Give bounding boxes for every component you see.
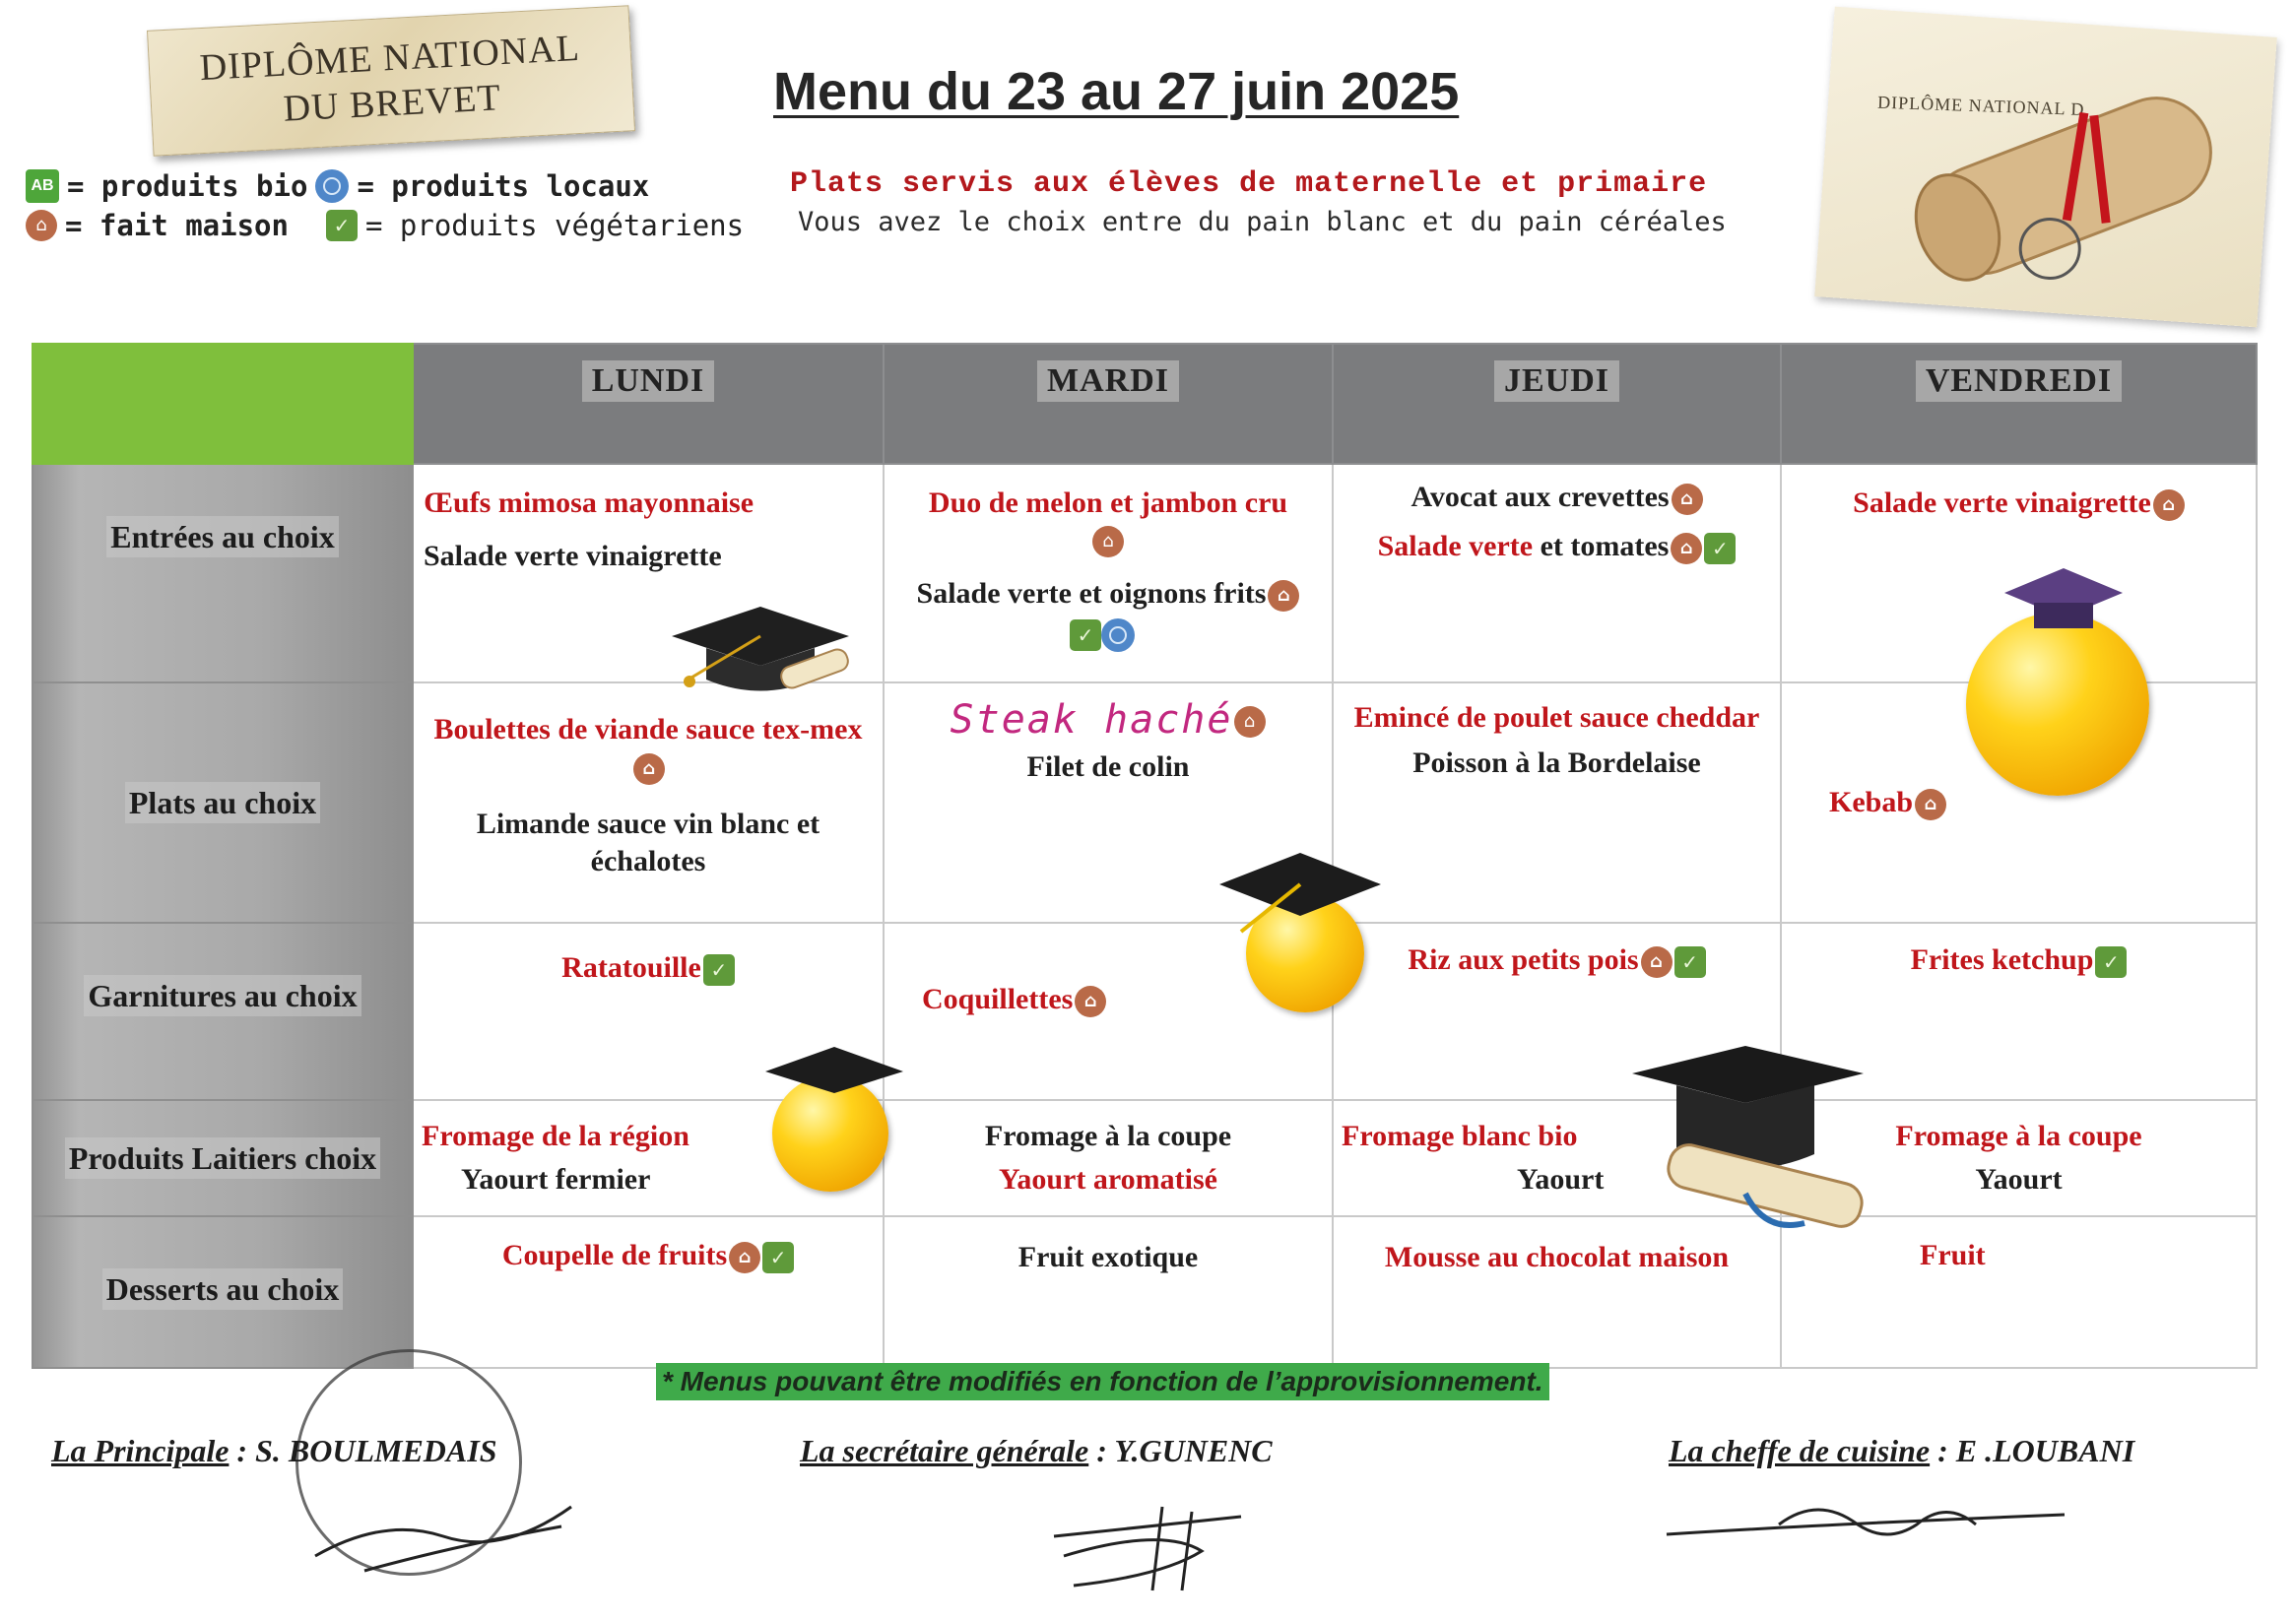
chef-name: : E .LOUBANI [1930, 1433, 2135, 1468]
dish: Fromage à la coupe [984, 1120, 1232, 1152]
homemade-icon [1915, 789, 1946, 820]
brevet-banner [147, 5, 635, 156]
cell-entrees-mardi [884, 464, 1333, 682]
homemade-icon [26, 210, 57, 241]
cell-laitiers-mardi [884, 1100, 1333, 1216]
vegetarian-icon [326, 210, 358, 241]
dish: Boulettes de viande sauce tex-mex [433, 713, 863, 746]
signature-icon [305, 1477, 581, 1586]
signature-icon [1661, 1485, 2074, 1554]
signature-chef [1669, 1433, 2134, 1469]
dish: Kebab [1829, 786, 1914, 818]
homemade-icon [2153, 489, 2185, 521]
dish-handwritten: Steak haché [950, 697, 1233, 743]
dish: Yaourt fermier [461, 1163, 651, 1196]
banner-line-1: DIPLÔME NATIONAL [198, 27, 581, 90]
vegetarian-icon [1704, 533, 1736, 564]
vegetarian-icon [1070, 619, 1101, 651]
row-label-entrees: Entrées au choix [33, 464, 413, 682]
dish: et tomates [1540, 530, 1670, 562]
dish: Salade verte et oignons frits [916, 577, 1267, 610]
row-desserts [33, 1216, 2257, 1368]
header-corner [33, 344, 413, 464]
page-title: Menu du 23 au 27 juin 2025 [773, 62, 1460, 121]
info-line-2: Vous avez le choix entre du pain blanc et du pain céréales [798, 207, 1727, 237]
graduation-cap-icon [662, 599, 859, 707]
secretary-name: : Y.GUNENC [1088, 1433, 1273, 1468]
row-label-laitiers: Produits Laitiers choix [33, 1100, 413, 1216]
cell-plats-jeudi [1333, 682, 1781, 923]
day-label: LUNDI [582, 360, 715, 402]
graduation-cap-icon [2000, 563, 2128, 642]
dish: Ratatouille [561, 951, 701, 984]
local-icon [315, 169, 349, 203]
graduation-cap-icon [1212, 845, 1389, 934]
day-header-lundi [413, 344, 884, 464]
row-label-desserts: Desserts au choix [33, 1216, 413, 1368]
secretary-role: La secrétaire générale [800, 1433, 1089, 1468]
vegetarian-icon [2095, 946, 2127, 978]
graduation-cap-icon [1627, 1046, 1873, 1233]
dish: Mousse au chocolat maison [1384, 1241, 1730, 1273]
dish: Yaourt [1975, 1163, 2063, 1196]
row-label-plats: Plats au choix [33, 682, 413, 923]
principal-role: La Principale [51, 1433, 230, 1468]
dish: Filet de colin [1026, 750, 1190, 783]
homemade-icon [1268, 580, 1299, 612]
homemade-icon [729, 1242, 760, 1273]
dish: Yaourt aromatisé [999, 1163, 1217, 1196]
local-icon [1101, 618, 1135, 652]
signature-icon [1044, 1497, 1280, 1595]
cell-entrees-jeudi [1333, 464, 1781, 682]
dish: Frites ketchup [1910, 943, 2094, 976]
day-header-row [33, 344, 2257, 464]
vegetarian-icon [1674, 946, 1706, 978]
day-header-vendredi [1781, 344, 2257, 464]
diploma-scroll-icon [1814, 7, 2276, 328]
signature-principal [51, 1433, 496, 1469]
dish: Fromage à la coupe [1895, 1120, 2142, 1152]
legend-line-2 [26, 209, 744, 242]
vegetarian-icon [762, 1242, 794, 1273]
cell-desserts-jeudi [1333, 1216, 1781, 1368]
dish: Fruit exotique [1017, 1241, 1199, 1273]
row-garnitures [33, 923, 2257, 1100]
dish: Duo de melon et jambon cru [928, 486, 1288, 519]
bio-icon: AB [26, 169, 59, 203]
banner-line-2: DU BREVET [282, 77, 502, 130]
dish: Œufs mimosa mayonnaise [424, 486, 754, 519]
day-header-jeudi [1333, 344, 1781, 464]
row-laitiers [33, 1100, 2257, 1216]
dish: Fromage blanc bio [1342, 1120, 1578, 1152]
cell-plats-lundi [413, 682, 884, 923]
homemade-icon [1672, 484, 1703, 515]
row-label-garnitures: Garnitures au choix [33, 923, 413, 1100]
signature-secretary [800, 1433, 1273, 1469]
menu-table [32, 343, 2258, 1369]
info-line-1: Plats servis aux élèves de maternelle et primaire [790, 167, 1708, 201]
dish: Poisson à la Bordelaise [1412, 746, 1701, 779]
legend-home: = fait maison [65, 209, 289, 242]
vegetarian-icon [703, 954, 735, 986]
day-header-mardi [884, 344, 1333, 464]
dish: Riz aux petits pois [1408, 943, 1639, 976]
homemade-icon [1641, 946, 1673, 978]
dish: Yaourt [1517, 1163, 1605, 1196]
supply-note: * Menus pouvant être modifiés en fonction de l’approvisionnement. [656, 1363, 1549, 1400]
dish: Avocat aux crevettes [1410, 481, 1670, 513]
graduation-cap-icon [760, 1042, 908, 1111]
homemade-icon [1075, 986, 1106, 1017]
homemade-icon [1234, 706, 1266, 738]
day-label: MARDI [1037, 360, 1179, 402]
dish: Fromage de la région [422, 1120, 689, 1152]
dish: Coquillettes [922, 983, 1074, 1015]
legend-veg: = produits végétariens [364, 209, 745, 242]
day-label: JEUDI [1494, 360, 1619, 402]
dish: Coupelle de fruits [501, 1239, 728, 1271]
dish: Salade verte vinaigrette [424, 540, 722, 572]
homemade-icon [1671, 533, 1702, 564]
legend-local: = produits locaux [357, 169, 650, 203]
homemade-icon [1092, 526, 1124, 557]
cell-desserts-vendredi [1781, 1216, 2257, 1368]
dish: Salade verte [1377, 530, 1534, 562]
dish: Fruit [1920, 1239, 1986, 1271]
legend-line-1 [26, 169, 649, 203]
row-plats [33, 682, 2257, 923]
dish: Limande sauce vin blanc et échalotes [476, 808, 820, 877]
diploma-image [1814, 7, 2276, 328]
homemade-icon [633, 753, 665, 785]
dish: Emincé de poulet sauce cheddar [1353, 701, 1760, 734]
day-label: VENDREDI [1916, 360, 2122, 402]
cell-desserts-lundi [413, 1216, 884, 1368]
diploma-caption: DIPLÔME NATIONAL D [1876, 92, 2085, 119]
dish: Salade verte vinaigrette [1853, 486, 2151, 519]
cell-desserts-mardi [884, 1216, 1333, 1368]
legend-bio: = produits bio [67, 169, 308, 203]
chef-role: La cheffe de cuisine [1669, 1433, 1931, 1468]
principal-name: : S. BOULMEDAIS [229, 1433, 497, 1468]
row-entrees [33, 464, 2257, 682]
